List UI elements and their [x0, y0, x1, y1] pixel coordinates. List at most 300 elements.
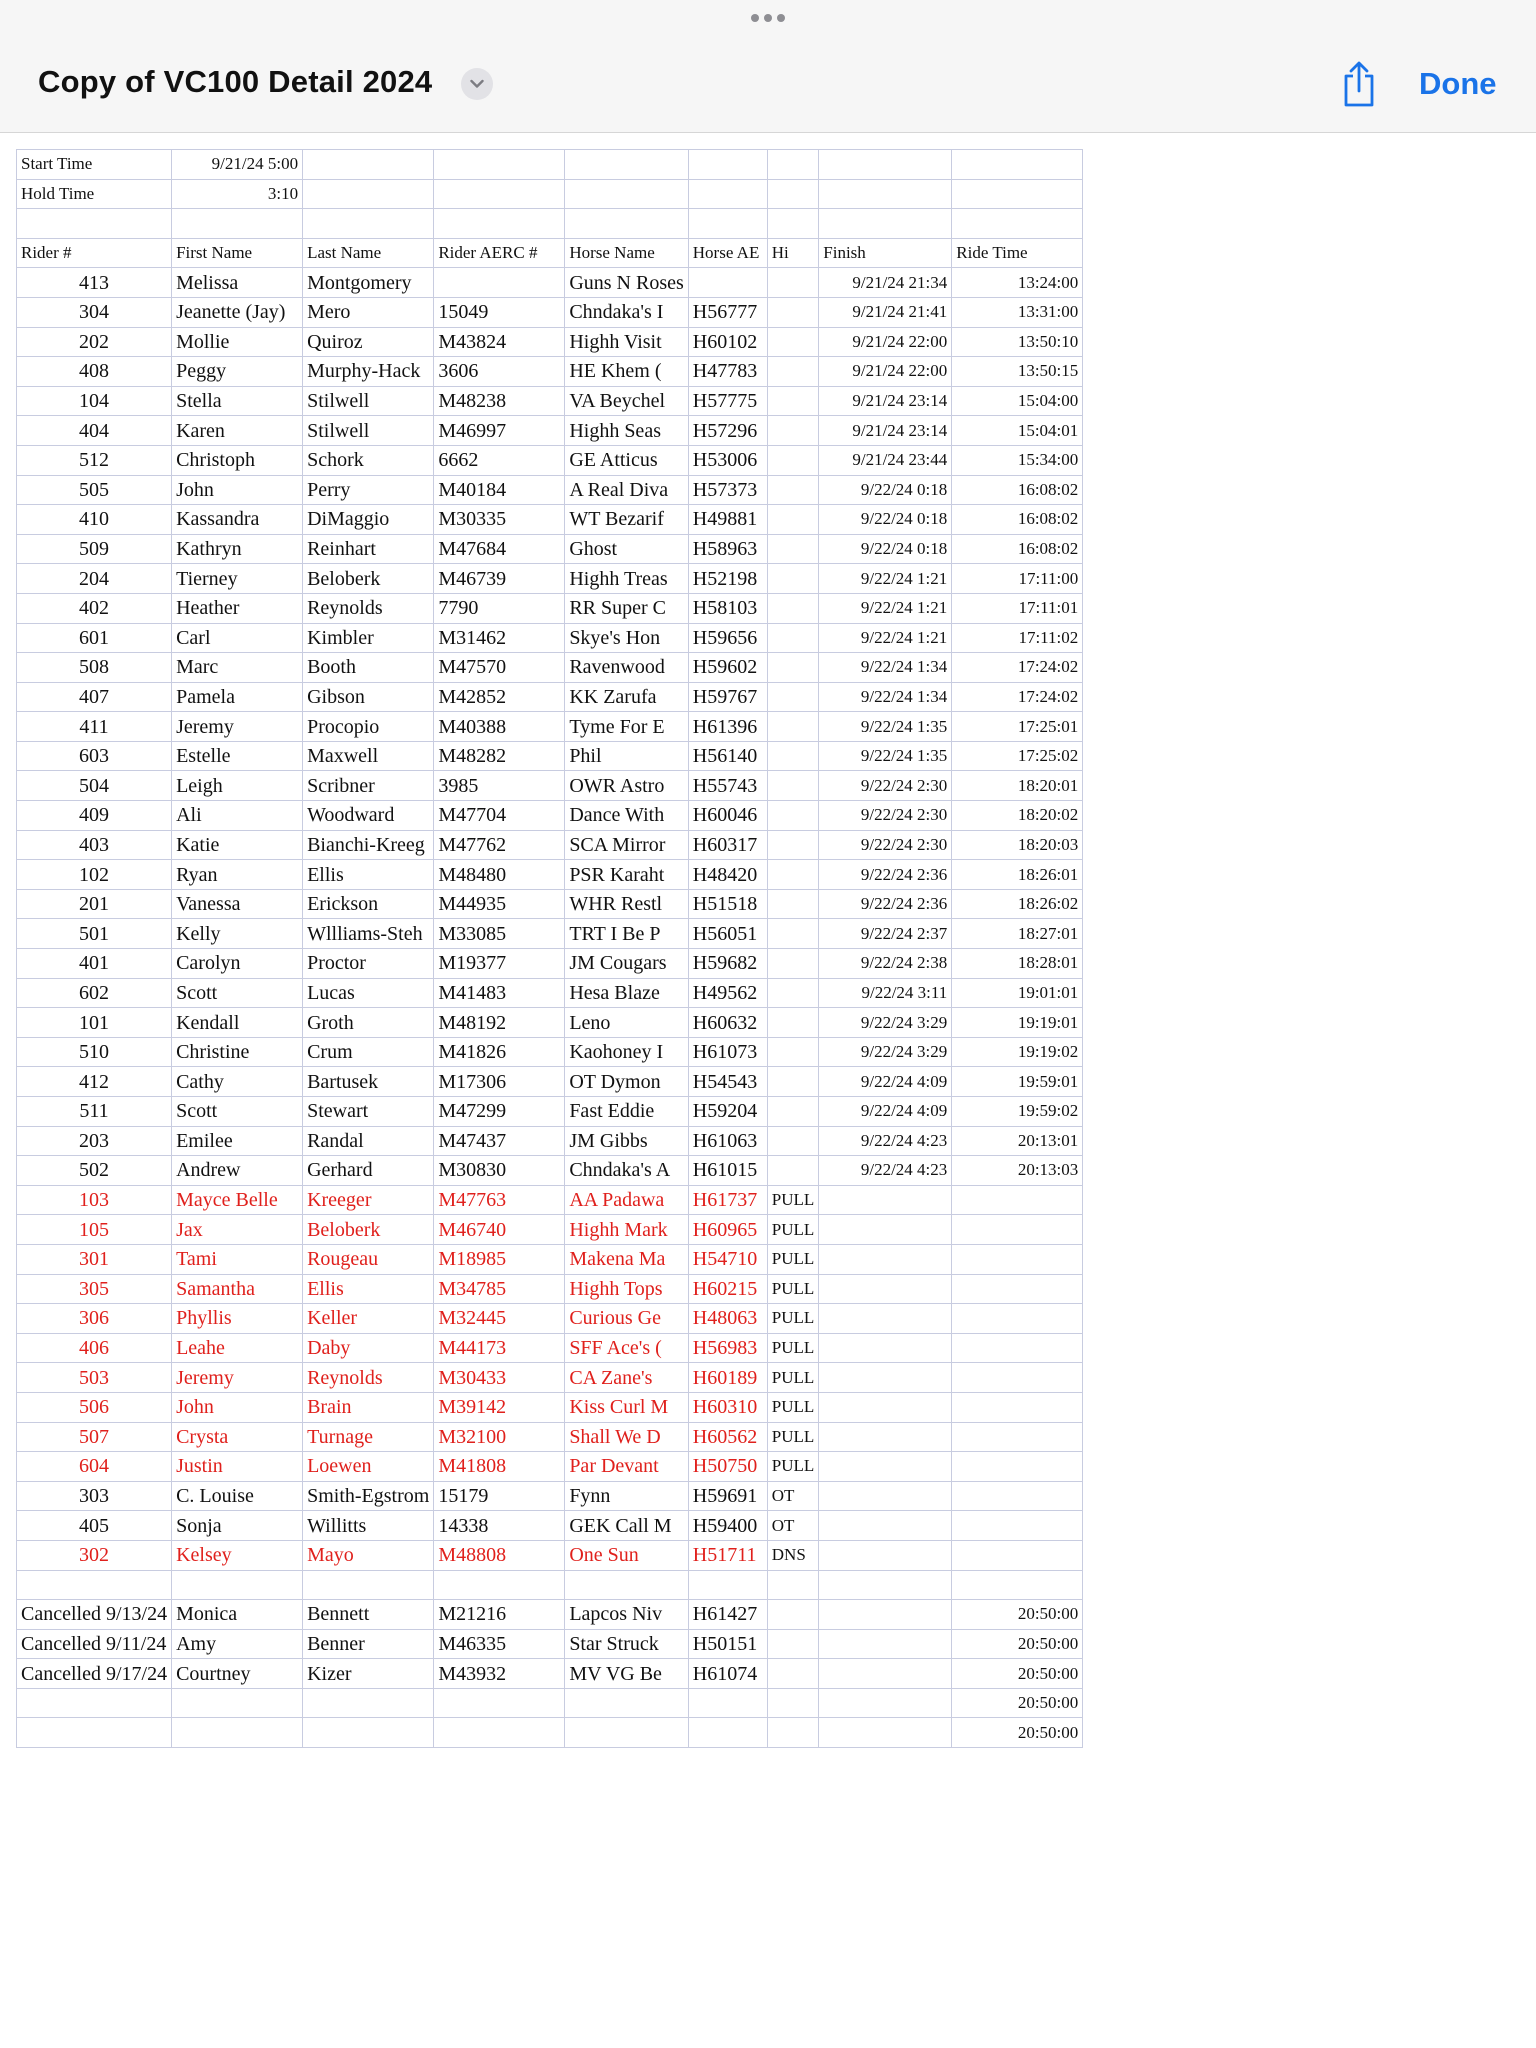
cell-num[interactable]: 512	[17, 445, 172, 475]
cell-num[interactable]: 502	[17, 1156, 172, 1186]
cell-first[interactable]: Karen	[172, 416, 303, 446]
cell-haerc[interactable]: H59204	[688, 1097, 767, 1127]
cell-status[interactable]	[767, 1067, 819, 1097]
column-header[interactable]: Hi	[767, 238, 819, 268]
cell-haerc[interactable]: H59682	[688, 949, 767, 979]
cell-last[interactable]: Bennett	[303, 1600, 434, 1630]
cell-finish[interactable]: 9/22/24 4:09	[819, 1097, 952, 1127]
cell-status[interactable]: PULL	[767, 1244, 819, 1274]
cell-horse[interactable]: A Real Diva	[565, 475, 688, 505]
cell-last[interactable]: Gibson	[303, 682, 434, 712]
empty-cell[interactable]	[172, 1570, 303, 1600]
empty-cell[interactable]	[303, 1718, 434, 1748]
empty-cell[interactable]	[819, 150, 952, 180]
cell-last[interactable]: Maxwell	[303, 741, 434, 771]
cell-first[interactable]: Jeremy	[172, 1363, 303, 1393]
empty-cell[interactable]	[767, 1570, 819, 1600]
cell-time[interactable]: 13:24:00	[952, 268, 1083, 298]
cell-finish[interactable]	[819, 1422, 952, 1452]
cell-status[interactable]	[767, 919, 819, 949]
cell-first[interactable]: Kelsey	[172, 1540, 303, 1570]
column-header[interactable]: Horse AE	[688, 238, 767, 268]
cell-num[interactable]: 511	[17, 1097, 172, 1127]
cell-time[interactable]	[952, 1363, 1083, 1393]
cell-time[interactable]: 16:08:02	[952, 505, 1083, 535]
cell-horse[interactable]: MV VG Be	[565, 1659, 688, 1689]
cell-status[interactable]	[767, 564, 819, 594]
cell-first[interactable]: Mayce Belle	[172, 1185, 303, 1215]
cell-raerc[interactable]: M18985	[434, 1244, 565, 1274]
cell-raerc[interactable]: M43932	[434, 1659, 565, 1689]
cell-first[interactable]: Heather	[172, 593, 303, 623]
cell-horse[interactable]: WHR Restl	[565, 889, 688, 919]
cell-status[interactable]	[767, 741, 819, 771]
empty-cell[interactable]	[819, 1659, 952, 1689]
cell-status[interactable]	[767, 801, 819, 831]
cell-haerc[interactable]: H47783	[688, 357, 767, 387]
empty-cell[interactable]	[688, 209, 767, 239]
cell-finish[interactable]	[819, 1392, 952, 1422]
cell-finish[interactable]	[819, 1185, 952, 1215]
cell-haerc[interactable]: H57373	[688, 475, 767, 505]
meta-value-cell[interactable]: 9/21/24 5:00	[172, 150, 303, 180]
cell-num[interactable]: 601	[17, 623, 172, 653]
cell-num[interactable]: 509	[17, 534, 172, 564]
cell-status[interactable]	[767, 860, 819, 890]
empty-cell[interactable]	[819, 179, 952, 209]
cell-haerc[interactable]: H51518	[688, 889, 767, 919]
cell-last[interactable]: Kimbler	[303, 623, 434, 653]
cell-first[interactable]: Kendall	[172, 1008, 303, 1038]
cell-last[interactable]: Procopio	[303, 712, 434, 742]
cell-last[interactable]: Proctor	[303, 949, 434, 979]
cell-finish[interactable]: 9/22/24 1:35	[819, 741, 952, 771]
cell-horse[interactable]: Par Devant	[565, 1452, 688, 1482]
cell-haerc[interactable]: H54710	[688, 1244, 767, 1274]
cell-num[interactable]: 303	[17, 1481, 172, 1511]
cell-horse[interactable]: Dance With	[565, 801, 688, 831]
cell-num[interactable]: 302	[17, 1540, 172, 1570]
cell-status[interactable]: PULL	[767, 1363, 819, 1393]
cell-time[interactable]: 18:20:03	[952, 830, 1083, 860]
cell-raerc[interactable]: M34785	[434, 1274, 565, 1304]
cell-finish[interactable]	[819, 1244, 952, 1274]
empty-cell[interactable]	[767, 150, 819, 180]
cell-num[interactable]: 507	[17, 1422, 172, 1452]
cell-raerc[interactable]: M21216	[434, 1600, 565, 1630]
cell-horse[interactable]: Hesa Blaze	[565, 978, 688, 1008]
cell-status[interactable]	[767, 357, 819, 387]
cell-time[interactable]: 19:01:01	[952, 978, 1083, 1008]
cell-haerc[interactable]: H59767	[688, 682, 767, 712]
empty-cell[interactable]	[172, 1718, 303, 1748]
cell-last[interactable]: Stilwell	[303, 386, 434, 416]
cell-first[interactable]: John	[172, 475, 303, 505]
cell-num[interactable]: 201	[17, 889, 172, 919]
cell-horse[interactable]: AA Padawa	[565, 1185, 688, 1215]
cell-first[interactable]: Tierney	[172, 564, 303, 594]
cell-finish[interactable]: 9/22/24 2:30	[819, 830, 952, 860]
cell-status[interactable]	[767, 268, 819, 298]
cell-haerc[interactable]: H60632	[688, 1008, 767, 1038]
cell-finish[interactable]: 9/22/24 3:29	[819, 1008, 952, 1038]
cell-time[interactable]	[952, 1244, 1083, 1274]
cell-status[interactable]: PULL	[767, 1422, 819, 1452]
cell-haerc[interactable]: H59400	[688, 1511, 767, 1541]
empty-cell[interactable]	[17, 209, 172, 239]
cell-time[interactable]	[952, 1481, 1083, 1511]
cell-last[interactable]: Mayo	[303, 1540, 434, 1570]
cell-time[interactable]: 19:59:02	[952, 1097, 1083, 1127]
cell-time[interactable]: 20:50:00	[952, 1659, 1083, 1689]
cell-status[interactable]	[767, 327, 819, 357]
cell-first[interactable]: Cathy	[172, 1067, 303, 1097]
empty-cell[interactable]	[688, 1718, 767, 1748]
cell-status[interactable]	[767, 505, 819, 535]
cell-first[interactable]: C. Louise	[172, 1481, 303, 1511]
cell-raerc[interactable]: M47762	[434, 830, 565, 860]
cell-last[interactable]: Keller	[303, 1304, 434, 1334]
cell-last[interactable]: DiMaggio	[303, 505, 434, 535]
cell-time[interactable]: 18:20:01	[952, 771, 1083, 801]
cell-finish[interactable]	[819, 1511, 952, 1541]
cell-haerc[interactable]: H56140	[688, 741, 767, 771]
cell-first[interactable]: Marc	[172, 653, 303, 683]
empty-cell[interactable]	[434, 1718, 565, 1748]
cell-raerc[interactable]: M30830	[434, 1156, 565, 1186]
empty-cell[interactable]	[819, 1718, 952, 1748]
cell-first[interactable]: Kassandra	[172, 505, 303, 535]
cell-last[interactable]: Ellis	[303, 1274, 434, 1304]
cell-first[interactable]: Emilee	[172, 1126, 303, 1156]
cell-num[interactable]: 204	[17, 564, 172, 594]
cell-last[interactable]: Crum	[303, 1037, 434, 1067]
cell-haerc[interactable]: H60189	[688, 1363, 767, 1393]
cell-raerc[interactable]: M48282	[434, 741, 565, 771]
cell-num[interactable]: 407	[17, 682, 172, 712]
cell-horse[interactable]: Curious Ge	[565, 1304, 688, 1334]
empty-cell[interactable]	[565, 1688, 688, 1718]
cell-num[interactable]: 504	[17, 771, 172, 801]
cell-note[interactable]: Cancelled 9/11/24	[17, 1629, 172, 1659]
cell-finish[interactable]: 9/22/24 1:34	[819, 682, 952, 712]
cell-first[interactable]: Carl	[172, 623, 303, 653]
cell-last[interactable]: Turnage	[303, 1422, 434, 1452]
cell-time[interactable]: 20:50:00	[952, 1718, 1083, 1748]
cell-time[interactable]: 13:50:15	[952, 357, 1083, 387]
cell-finish[interactable]: 9/22/24 1:34	[819, 653, 952, 683]
cell-horse[interactable]: Leno	[565, 1008, 688, 1038]
cell-horse[interactable]: Skye's Hon	[565, 623, 688, 653]
cell-first[interactable]: Christine	[172, 1037, 303, 1067]
cell-first[interactable]: Pamela	[172, 682, 303, 712]
empty-cell[interactable]	[565, 1718, 688, 1748]
cell-time[interactable]: 20:13:01	[952, 1126, 1083, 1156]
cell-status[interactable]	[767, 386, 819, 416]
cell-raerc[interactable]: M32445	[434, 1304, 565, 1334]
cell-time[interactable]: 15:34:00	[952, 445, 1083, 475]
empty-cell[interactable]	[952, 179, 1083, 209]
cell-time[interactable]: 17:11:00	[952, 564, 1083, 594]
empty-cell[interactable]	[819, 1688, 952, 1718]
cell-haerc[interactable]: H56777	[688, 297, 767, 327]
cell-first[interactable]: Scott	[172, 1097, 303, 1127]
cell-status[interactable]	[767, 475, 819, 505]
cell-horse[interactable]: OT Dymon	[565, 1067, 688, 1097]
cell-haerc[interactable]: H55743	[688, 771, 767, 801]
cell-finish[interactable]: 9/22/24 2:37	[819, 919, 952, 949]
cell-horse[interactable]: Star Struck	[565, 1629, 688, 1659]
cell-raerc[interactable]: M48480	[434, 860, 565, 890]
cell-time[interactable]: 13:50:10	[952, 327, 1083, 357]
cell-last[interactable]: Beloberk	[303, 564, 434, 594]
cell-time[interactable]: 19:19:02	[952, 1037, 1083, 1067]
cell-last[interactable]: Montgomery	[303, 268, 434, 298]
cell-horse[interactable]: GEK Call M	[565, 1511, 688, 1541]
empty-cell[interactable]	[819, 1570, 952, 1600]
cell-status[interactable]: PULL	[767, 1274, 819, 1304]
cell-haerc[interactable]: H60046	[688, 801, 767, 831]
cell-raerc[interactable]: M30335	[434, 505, 565, 535]
cell-haerc[interactable]: H60562	[688, 1422, 767, 1452]
cell-time[interactable]: 15:04:01	[952, 416, 1083, 446]
empty-cell[interactable]	[434, 179, 565, 209]
cell-raerc[interactable]: 3985	[434, 771, 565, 801]
cell-time[interactable]: 15:04:00	[952, 386, 1083, 416]
cell-first[interactable]: Christoph	[172, 445, 303, 475]
cell-num[interactable]: 401	[17, 949, 172, 979]
meta-label-cell[interactable]: Hold Time	[17, 179, 172, 209]
cell-num[interactable]: 408	[17, 357, 172, 387]
cell-haerc[interactable]: H61396	[688, 712, 767, 742]
cell-horse[interactable]: KK Zarufa	[565, 682, 688, 712]
cell-last[interactable]: Smith-Egstrom	[303, 1481, 434, 1511]
cell-horse[interactable]: HE Khem (	[565, 357, 688, 387]
column-header[interactable]: Rider #	[17, 238, 172, 268]
cell-status[interactable]: PULL	[767, 1452, 819, 1482]
cell-raerc[interactable]: M46997	[434, 416, 565, 446]
cell-raerc[interactable]: 15179	[434, 1481, 565, 1511]
cell-horse[interactable]: TRT I Be P	[565, 919, 688, 949]
cell-last[interactable]: Perry	[303, 475, 434, 505]
cell-status[interactable]	[767, 593, 819, 623]
cell-last[interactable]: Ellis	[303, 860, 434, 890]
cell-finish[interactable]: 9/22/24 2:30	[819, 801, 952, 831]
cell-num[interactable]: 412	[17, 1067, 172, 1097]
cell-first[interactable]: Ryan	[172, 860, 303, 890]
cell-finish[interactable]: 9/22/24 4:09	[819, 1067, 952, 1097]
cell-horse[interactable]: Ghost	[565, 534, 688, 564]
cell-time[interactable]: 17:25:01	[952, 712, 1083, 742]
cell-haerc[interactable]: H59691	[688, 1481, 767, 1511]
cell-horse[interactable]: JM Gibbs	[565, 1126, 688, 1156]
cell-first[interactable]: Stella	[172, 386, 303, 416]
cell-time[interactable]: 17:24:02	[952, 653, 1083, 683]
empty-cell[interactable]	[303, 209, 434, 239]
cell-time[interactable]	[952, 1333, 1083, 1363]
empty-cell[interactable]	[688, 150, 767, 180]
cell-first[interactable]: Courtney	[172, 1659, 303, 1689]
cell-last[interactable]: Stilwell	[303, 416, 434, 446]
cell-raerc[interactable]: M33085	[434, 919, 565, 949]
cell-finish[interactable]: 9/22/24 2:30	[819, 771, 952, 801]
cell-haerc[interactable]: H57296	[688, 416, 767, 446]
cell-haerc[interactable]: H61427	[688, 1600, 767, 1630]
cell-finish[interactable]: 9/22/24 2:36	[819, 860, 952, 890]
cell-finish[interactable]: 9/22/24 4:23	[819, 1126, 952, 1156]
cell-raerc[interactable]: 15049	[434, 297, 565, 327]
cell-status[interactable]	[767, 1126, 819, 1156]
cell-first[interactable]: Melissa	[172, 268, 303, 298]
cell-num[interactable]: 602	[17, 978, 172, 1008]
cell-last[interactable]: Scribner	[303, 771, 434, 801]
cell-num[interactable]: 510	[17, 1037, 172, 1067]
empty-cell[interactable]	[688, 179, 767, 209]
cell-num[interactable]: 604	[17, 1452, 172, 1482]
cell-haerc[interactable]: H60317	[688, 830, 767, 860]
cell-finish[interactable]: 9/21/24 22:00	[819, 327, 952, 357]
cell-finish[interactable]: 9/22/24 0:18	[819, 534, 952, 564]
cell-last[interactable]: Loewen	[303, 1452, 434, 1482]
cell-haerc[interactable]: H54543	[688, 1067, 767, 1097]
cell-num[interactable]: 413	[17, 268, 172, 298]
cell-finish[interactable]: 9/22/24 0:18	[819, 505, 952, 535]
cell-status[interactable]	[767, 771, 819, 801]
cell-horse[interactable]: OWR Astro	[565, 771, 688, 801]
cell-raerc[interactable]: M46739	[434, 564, 565, 594]
cell-status[interactable]	[767, 534, 819, 564]
cell-status[interactable]	[767, 653, 819, 683]
empty-cell[interactable]	[17, 1718, 172, 1748]
cell-horse[interactable]: Highh Tops	[565, 1274, 688, 1304]
empty-cell[interactable]	[434, 209, 565, 239]
cell-raerc[interactable]: M48238	[434, 386, 565, 416]
cell-first[interactable]: Amy	[172, 1629, 303, 1659]
cell-time[interactable]: 17:24:02	[952, 682, 1083, 712]
cell-last[interactable]: Quiroz	[303, 327, 434, 357]
cell-finish[interactable]: 9/21/24 23:44	[819, 445, 952, 475]
cell-raerc[interactable]: M48808	[434, 1540, 565, 1570]
cell-time[interactable]	[952, 1511, 1083, 1541]
cell-horse[interactable]: Tyme For E	[565, 712, 688, 742]
cell-horse[interactable]: Fast Eddie	[565, 1097, 688, 1127]
empty-cell[interactable]	[303, 150, 434, 180]
column-header[interactable]: First Name	[172, 238, 303, 268]
cell-horse[interactable]: Chndaka's I	[565, 297, 688, 327]
empty-cell[interactable]	[172, 209, 303, 239]
empty-cell[interactable]	[17, 1570, 172, 1600]
title-menu-button[interactable]	[461, 68, 493, 100]
cell-first[interactable]: Jax	[172, 1215, 303, 1245]
cell-first[interactable]: Phyllis	[172, 1304, 303, 1334]
cell-last[interactable]: Willitts	[303, 1511, 434, 1541]
cell-last[interactable]: Beloberk	[303, 1215, 434, 1245]
cell-haerc[interactable]: H61737	[688, 1185, 767, 1215]
empty-cell[interactable]	[819, 209, 952, 239]
cell-time[interactable]	[952, 1392, 1083, 1422]
cell-status[interactable]	[767, 297, 819, 327]
cell-finish[interactable]: 9/21/24 21:41	[819, 297, 952, 327]
cell-num[interactable]: 603	[17, 741, 172, 771]
cell-last[interactable]: Bianchi-Kreeg	[303, 830, 434, 860]
cell-haerc[interactable]: H56051	[688, 919, 767, 949]
cell-finish[interactable]: 9/22/24 1:35	[819, 712, 952, 742]
cell-raerc[interactable]: 6662	[434, 445, 565, 475]
cell-raerc[interactable]: M39142	[434, 1392, 565, 1422]
cell-num[interactable]: 301	[17, 1244, 172, 1274]
cell-raerc[interactable]: M41483	[434, 978, 565, 1008]
cell-time[interactable]: 18:28:01	[952, 949, 1083, 979]
column-header[interactable]: Horse Name	[565, 238, 688, 268]
cell-horse[interactable]: VA Beychel	[565, 386, 688, 416]
cell-note[interactable]: Cancelled 9/17/24	[17, 1659, 172, 1689]
cell-horse[interactable]: Kaohoney I	[565, 1037, 688, 1067]
cell-haerc[interactable]: H60965	[688, 1215, 767, 1245]
cell-raerc[interactable]: M43824	[434, 327, 565, 357]
cell-haerc[interactable]: H60310	[688, 1392, 767, 1422]
cell-finish[interactable]: 9/22/24 2:36	[819, 889, 952, 919]
cell-raerc[interactable]: M19377	[434, 949, 565, 979]
cell-last[interactable]: Kizer	[303, 1659, 434, 1689]
empty-cell[interactable]	[434, 1570, 565, 1600]
cell-time[interactable]	[952, 1422, 1083, 1452]
cell-horse[interactable]: CA Zane's	[565, 1363, 688, 1393]
cell-raerc[interactable]: 3606	[434, 357, 565, 387]
cell-last[interactable]: Murphy-Hack	[303, 357, 434, 387]
cell-time[interactable]	[952, 1185, 1083, 1215]
cell-status[interactable]	[767, 682, 819, 712]
cell-first[interactable]: John	[172, 1392, 303, 1422]
cell-last[interactable]: Stewart	[303, 1097, 434, 1127]
cell-finish[interactable]	[819, 1540, 952, 1570]
cell-raerc[interactable]: M41826	[434, 1037, 565, 1067]
cell-time[interactable]: 19:59:01	[952, 1067, 1083, 1097]
cell-num[interactable]: 506	[17, 1392, 172, 1422]
cell-finish[interactable]: 9/21/24 23:14	[819, 416, 952, 446]
empty-cell[interactable]	[565, 209, 688, 239]
empty-cell[interactable]	[767, 1629, 819, 1659]
more-options-icon[interactable]	[744, 12, 792, 24]
cell-num[interactable]: 105	[17, 1215, 172, 1245]
cell-num[interactable]: 503	[17, 1363, 172, 1393]
cell-raerc[interactable]: M48192	[434, 1008, 565, 1038]
cell-haerc[interactable]: H50750	[688, 1452, 767, 1482]
column-header[interactable]: Last Name	[303, 238, 434, 268]
cell-haerc[interactable]: H50151	[688, 1629, 767, 1659]
cell-status[interactable]	[767, 1156, 819, 1186]
cell-last[interactable]: Mero	[303, 297, 434, 327]
cell-time[interactable]: 20:50:00	[952, 1629, 1083, 1659]
cell-haerc[interactable]: H51711	[688, 1540, 767, 1570]
cell-status[interactable]	[767, 949, 819, 979]
cell-horse[interactable]: JM Cougars	[565, 949, 688, 979]
cell-last[interactable]: Gerhard	[303, 1156, 434, 1186]
cell-finish[interactable]	[819, 1481, 952, 1511]
cell-first[interactable]: Andrew	[172, 1156, 303, 1186]
cell-horse[interactable]: GE Atticus	[565, 445, 688, 475]
cell-last[interactable]: Woodward	[303, 801, 434, 831]
cell-time[interactable]: 20:50:00	[952, 1688, 1083, 1718]
column-header[interactable]: Finish	[819, 238, 952, 268]
cell-last[interactable]: Rougeau	[303, 1244, 434, 1274]
empty-cell[interactable]	[434, 150, 565, 180]
cell-haerc[interactable]: H59656	[688, 623, 767, 653]
cell-status[interactable]: PULL	[767, 1185, 819, 1215]
cell-num[interactable]: 508	[17, 653, 172, 683]
cell-haerc[interactable]: H48063	[688, 1304, 767, 1334]
cell-last[interactable]: Booth	[303, 653, 434, 683]
cell-time[interactable]: 17:11:01	[952, 593, 1083, 623]
